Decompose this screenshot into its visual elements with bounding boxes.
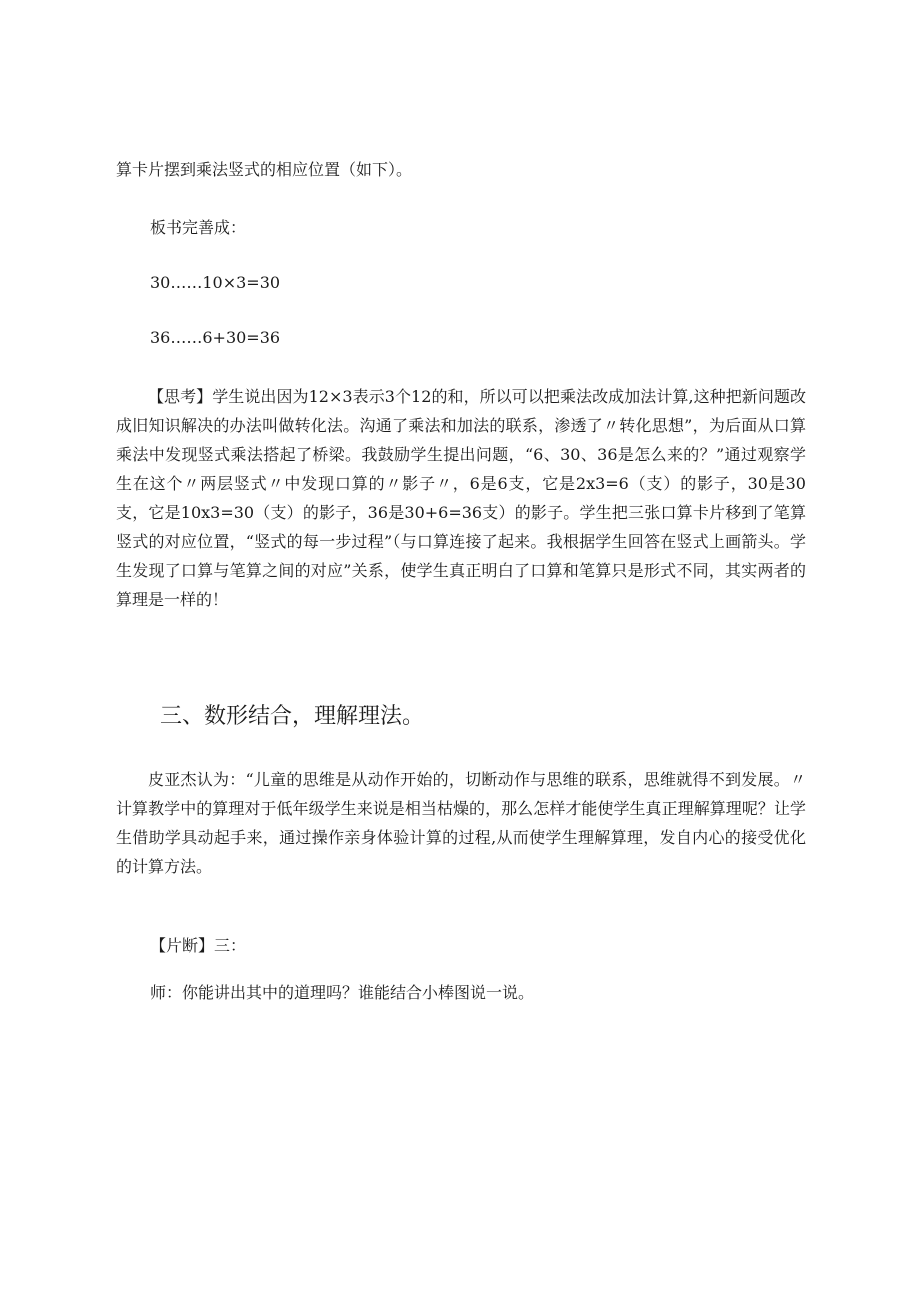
section-heading: 三、数形结合，理解理法。	[160, 704, 425, 729]
board-label: 板书完善成：	[150, 218, 247, 237]
reflection-paragraph: 【思考】学生说出因为12×3表示3个12的和，所以可以把乘法改成加法计算,这种把新问题改成旧知识解决的办法叫做转化法。沟通了乘法和加法的联系，渗透了〃转化思想”，为后面从口算乘法中发现竖式乘法搭起了桥梁。我鼓励学生提出问题，“6、30、36是怎么来的？”通过观察学生在这个〃两层竖式〃中发现口算的〃影子〃，6是6支，它是2x3=6（支）的影子，30是30支，它是10x3=30（支）的影子，36是30+6=36支）的影子。学生把三张口算卡片移到了笔算竖式的对应位置，“竖式的每一步过程”（与口算连接了起来。我根据学生回答在竖式上画箭头。学生发现了口算与笔算之间的对应”关系，使学生真正明白了口算和笔算只是形式不同，其实两者的算理是一样的！	[116, 387, 806, 609]
piaget-paragraph: 皮亚杰认为：“儿童的思维是从动作开始的，切断动作与思维的联系，思维就得不到发展。〃计算教学中的算理对于低年级学生来说是相当枯燥的，那么怎样才能使学生真正理解算理呢？让学生借助学具动起手来，通过操作亲身体验计算的过程,从而使学生理解算理，发自内心的接受优化的计算方法。	[116, 770, 806, 876]
intro-line: 算卡片摆到乘法竖式的相应位置（如下）。	[116, 160, 413, 179]
fragment-label: 【片断】三：	[150, 936, 247, 955]
formula-line-2: 36……6+30=36	[150, 328, 281, 347]
formula-line-1: 30……10×3=30	[150, 273, 281, 292]
teacher-line: 师：你能讲出其中的道理吗？谁能结合小棒图说一说。	[150, 983, 535, 1002]
